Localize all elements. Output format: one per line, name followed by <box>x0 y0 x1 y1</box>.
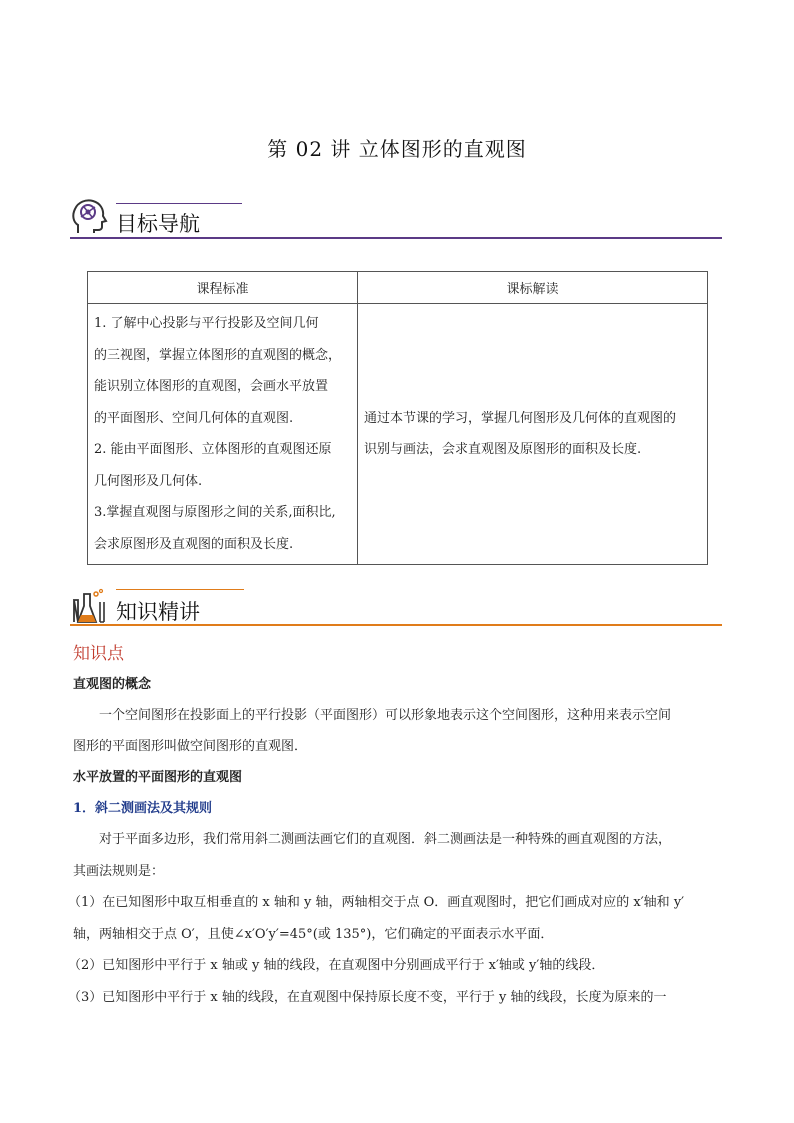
section-header-goal <box>70 197 722 241</box>
section-title-goal: 目标导航 <box>116 212 200 236</box>
knowledge-point-heading: 知识点 <box>73 644 124 664</box>
interpretation-line: 识别与画法，会求直观图及原图形的面积及长度. <box>364 442 642 457</box>
section-title-knowledge: 知识精讲 <box>116 600 200 624</box>
rule-line: （3）已知图形中平行于 x 轴的线段，在直观图中保持原长度不变，平行于 y 轴的线段，长度为原来的一 <box>68 990 667 1005</box>
table-row <box>88 304 708 565</box>
lab-flask-icon <box>70 588 110 628</box>
paragraph-line: 对于平面多边形，我们常用斜二测画法画它们的直观图．斜二测画法是一种特殊的画直观图的方法， <box>99 832 672 847</box>
rule-line: （1）在已知图形中取互相垂直的 x 轴和 y 轴，两轴相交于点 O．画直观图时，把它们画成对应的 x′轴和 y′ <box>68 895 685 910</box>
rule-line: （2）已知图形中平行于 x 轴或 y 轴的线段，在直观图中分别画成平行于 x′轴或 y′轴的线段． <box>68 958 605 973</box>
header-accent-line <box>116 589 244 590</box>
standard-line: 的平面图形、空间几何体的直观图. <box>94 410 294 426</box>
subheading-concept: 直观图的概念 <box>73 677 152 692</box>
interpretation-line: 通过本节课的学习，掌握几何图形及几何体的直观图的 <box>364 410 677 426</box>
page-title: 第 02 讲 立体图形的直观图 <box>267 137 527 161</box>
standard-line: 能识别立体图形的直观图，会画水平放置 <box>94 379 329 394</box>
subheading-horizontal: 水平放置的平面图形的直观图 <box>73 770 243 785</box>
rule-heading: 1．斜二测画法及其规则 <box>73 801 213 816</box>
head-gears-icon <box>70 197 110 237</box>
header-accent-line <box>116 203 242 204</box>
table-header-standard: 课程标准 <box>88 272 358 304</box>
standard-line: 2. 能由平面图形、立体图形的直观图还原 <box>94 442 332 457</box>
standard-line: 3.掌握直观图与原图形之间的关系,面积比, <box>94 505 336 520</box>
standard-line: 会求原图形及直观图的面积及长度. <box>94 536 294 552</box>
table-header-interpretation: 课标解读 <box>358 272 708 304</box>
standard-cell <box>88 304 358 565</box>
interpretation-cell <box>358 304 708 565</box>
section-divider <box>70 237 722 239</box>
standard-line: 几何图形及几何体. <box>94 473 203 489</box>
paragraph-line: 一个空间图形在投影面上的平行投影（平面图形）可以形象地表示这个空间图形，这种用来表示空间 <box>99 708 672 723</box>
standard-line: 的三视图，掌握立体图形的直观图的概念， <box>94 347 342 363</box>
curriculum-table <box>87 271 708 565</box>
section-divider <box>70 624 722 626</box>
section-header-knowledge <box>70 588 722 628</box>
standard-line: 1. 了解中心投影与平行投影及空间几何 <box>94 316 319 331</box>
paragraph-line: 其画法规则是： <box>73 864 165 879</box>
rule-line: 轴，两轴相交于点 O′，且使∠x′O′y′=45°(或 135°)，它们确定的平面表示水平面． <box>73 927 554 942</box>
paragraph-line: 图形的平面图形叫做空间图形的直观图． <box>73 739 308 754</box>
